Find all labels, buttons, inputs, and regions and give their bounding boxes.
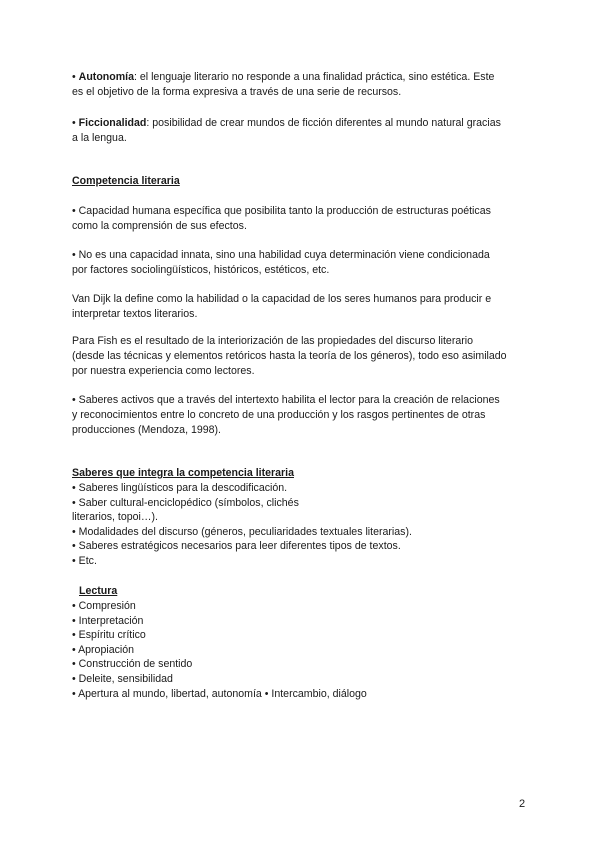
ficcionalidad-paragraph	[72, 116, 532, 146]
list-item: • Deleite, sensibilidad	[72, 672, 173, 685]
lectura-heading: Lectura	[79, 585, 118, 597]
competencia-paragraph-2: • No es una capacidad innata, sino una habilidad cuya determinación viene condicionada por factores sociolingüísticos, históricos, estéticos, etc.	[72, 249, 490, 276]
ficcionalidad-bullet: •	[72, 117, 76, 129]
competencia-paragraph-5: • Saberes activos que a través del intertexto habilita el lector para la creación de relaciones y reconocimientos entre lo concreto de una producción y los rasgos pertinentes de otras producciones (Mendoza, 1998).	[72, 394, 500, 436]
competencia-paragraph-4: Para Fish es el resultado de la interiorización de las propiedades del discurso literario (desde las técnicas y elementos retóricos hasta la teoría de los géneros), todo eso asimilado por nuestra experiencia como lectores.	[72, 335, 507, 377]
saberes-list	[72, 481, 412, 569]
list-item: • Saber cultural-enciclopédico (símbolos, clichés	[72, 496, 299, 509]
list-item: • Construcción de sentido	[72, 658, 193, 671]
autonomia-text-line1: : el lenguaje literario no responde a una finalidad práctica, sino estética. Este	[134, 71, 495, 83]
list-item: • Saberes estratégicos necesarios para leer diferentes tipos de textos.	[72, 540, 401, 553]
list-item: literarios, topoi…).	[72, 511, 158, 524]
list-item: • Compresión	[72, 600, 136, 612]
autonomia-term: Autonomía	[78, 71, 134, 83]
autonomia-text-line2: es el objetivo de la forma expresiva a través de una serie de recursos.	[72, 86, 402, 98]
ficcionalidad-term: Ficcionalidad	[78, 117, 147, 129]
list-item: • Apertura al mundo, libertad, autonomía • Intercambio, diálogo	[72, 687, 367, 700]
ficcionalidad-text-line2: a la lengua.	[72, 132, 127, 144]
competencia-paragraph-1: • Capacidad humana específica que posibilita tanto la producción de estructuras poéticas como la comprensión de sus efectos.	[72, 205, 491, 232]
competencia-heading: Competencia literaria	[72, 175, 180, 187]
list-item: • Modalidades del discurso (géneros, peculiaridades textuales literarias).	[72, 525, 412, 538]
list-item: • Interpretación	[72, 614, 144, 627]
lectura-list	[72, 599, 367, 701]
autonomia-paragraph	[72, 70, 532, 100]
list-item: • Saberes lingüísticos para la descodificación.	[72, 482, 288, 494]
competencia-paragraph-3: Van Dijk la define como la habilidad o la capacidad de los seres humanos para producir e interpretar textos literarios.	[72, 293, 492, 320]
ficcionalidad-text-line1: : posibilidad de crear mundos de ficción diferentes al mundo natural gracias	[146, 117, 501, 129]
list-item: • Apropiación	[72, 643, 135, 656]
list-item: • Etc.	[72, 554, 97, 567]
autonomia-bullet: •	[72, 71, 76, 83]
saberes-heading: Saberes que integra la competencia literaria	[72, 467, 294, 479]
list-item: • Espíritu crítico	[72, 629, 146, 642]
page-number: 2	[519, 798, 526, 810]
